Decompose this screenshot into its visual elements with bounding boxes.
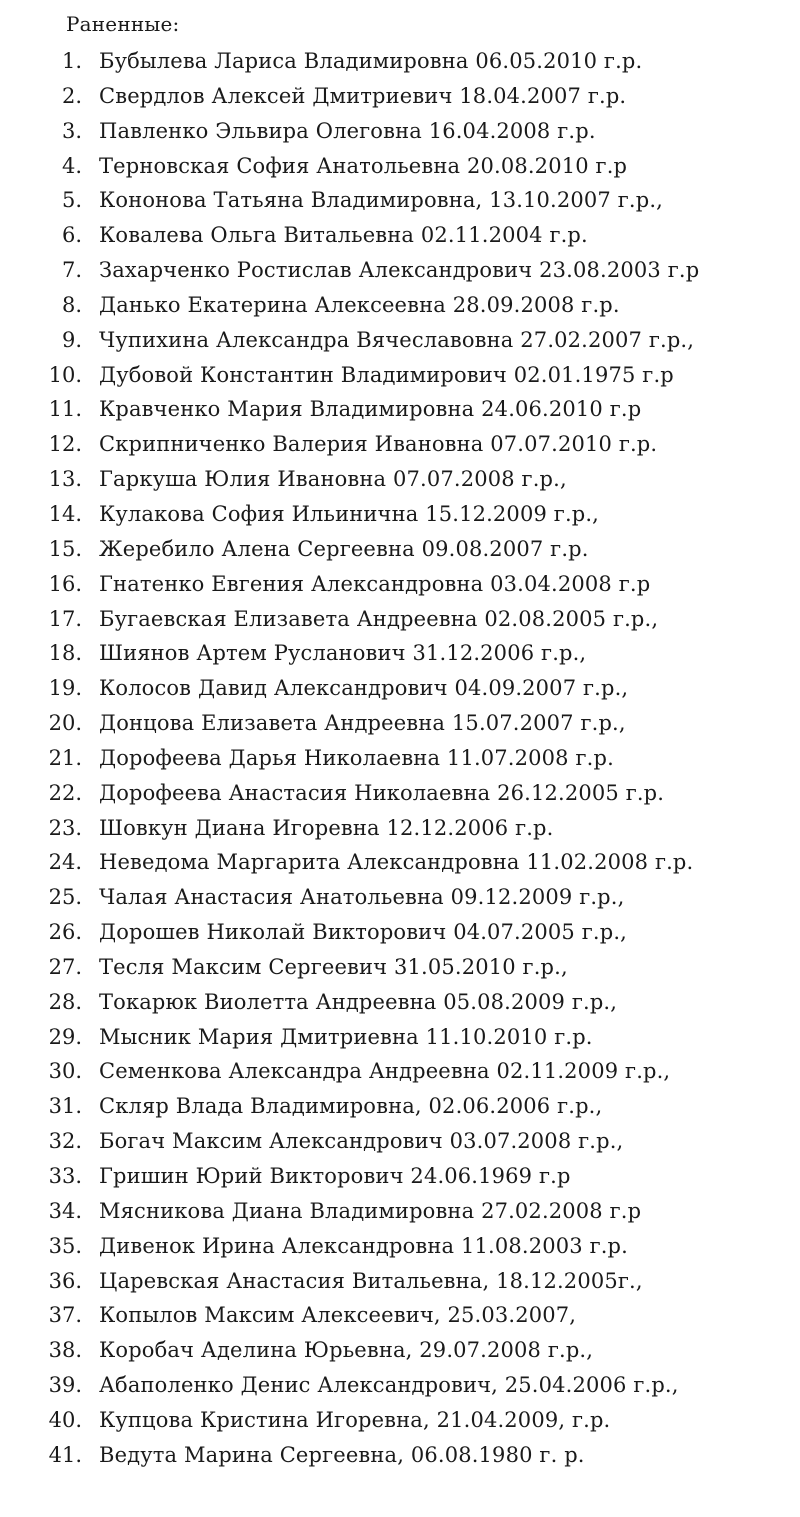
list-heading: Раненные: (66, 12, 180, 36)
list-item-number: 5. (61, 188, 82, 213)
list-item (0, 743, 800, 778)
list-item (0, 534, 800, 569)
list-item-number: 1. (61, 49, 82, 73)
list-item-number: 3. (61, 118, 82, 143)
list-item-number: 26. (48, 920, 82, 945)
list-item (0, 1091, 800, 1126)
list-item (0, 1022, 800, 1057)
list-item (0, 116, 800, 151)
list-item-number: 30. (48, 1059, 82, 1084)
list-item (0, 185, 800, 220)
list-item (0, 1231, 800, 1266)
list-item-number: 4. (61, 153, 82, 178)
list-item (0, 1440, 800, 1475)
list-item (0, 1370, 800, 1405)
list-item-number: 7. (61, 258, 82, 283)
list-item-text: Неведома Маргарита Александровна 11.02.2008 г.р. (99, 850, 694, 875)
list-item-number: 21. (48, 745, 82, 770)
list-item-number: 20. (48, 711, 82, 736)
list-item (0, 673, 800, 708)
list-item-text: Дубовой Константин Владимирович 02.01.1975 г.р (99, 362, 674, 387)
list-item (0, 1335, 800, 1370)
list-item (0, 255, 800, 290)
list-item-text: Кононова Татьяна Владимировна, 13.10.2007 г.р., (99, 188, 663, 213)
list-item-text: Ковалева Ольга Витальевна 02.11.2004 г.р. (99, 223, 588, 248)
list-item (0, 1056, 800, 1091)
list-item-text: Чалая Анастасия Анатольевна 09.12.2009 г.р., (99, 885, 625, 910)
list-item-text: Данько Екатерина Алексеевна 28.09.2008 г.р. (99, 292, 620, 317)
list-item-number: 31. (48, 1094, 82, 1119)
list-item-number: 19. (48, 676, 82, 701)
list-item (0, 1405, 800, 1440)
list-item-number: 23. (48, 815, 82, 840)
list-item (0, 847, 800, 882)
list-item (0, 917, 800, 952)
list-item-number: 18. (48, 641, 82, 666)
list-item (0, 882, 800, 917)
list-item-text: Гаркуша Юлия Ивановна 07.07.2008 г.р., (99, 467, 567, 492)
list-item-text: Бугаевская Елизавета Андреевна 02.08.2005 г.р., (99, 606, 659, 631)
list-item-text: Колосов Давид Александрович 04.09.2007 г.р., (99, 676, 629, 701)
list-item-number: 16. (48, 571, 82, 596)
list-item-text: Бубылева Лариса Владимировна 06.05.2010 г.р. (99, 49, 643, 73)
list-item-text: Ведута Марина Сергеевна, 06.08.1980 г. р. (99, 1442, 585, 1467)
list-item-text: Мысник Мария Дмитриевна 11.10.2010 г.р. (99, 1024, 593, 1049)
list-item-text: Гнатенко Евгения Александровна 03.04.2008 г.р (99, 571, 651, 596)
list-item (0, 987, 800, 1022)
list-item-text: Скрипниченко Валерия Ивановна 07.07.2010 г.р. (99, 432, 658, 457)
list-item (0, 394, 800, 429)
list-item-text: Гришин Юрий Викторович 24.06.1969 г.р (99, 1164, 571, 1188)
list-item (0, 464, 800, 499)
list-item-text: Кулакова София Ильинична 15.12.2009 г.р., (99, 501, 600, 526)
list-item (0, 1266, 800, 1301)
list-item-text: Павленко Эльвира Олеговна 16.04.2008 г.р. (99, 118, 596, 143)
list-item-number: 38. (48, 1338, 82, 1363)
list-item-number: 14. (48, 501, 82, 526)
list-item-number: 36. (48, 1268, 82, 1293)
list-item (0, 1126, 800, 1161)
list-item-text: Терновская София Анатольевна 20.08.2010 г.р (99, 153, 628, 178)
list-item-number: 15. (48, 536, 82, 561)
list-item-text: Жеребило Алена Сергеевна 09.08.2007 г.р. (99, 536, 589, 561)
list-item-number: 10. (48, 362, 82, 387)
list-item-text: Тесля Максим Сергеевич 31.05.2010 г.р., (99, 954, 568, 979)
list-item-number: 22. (48, 780, 82, 805)
list-item-number: 29. (48, 1024, 82, 1049)
list-item-number: 2. (61, 83, 82, 108)
list-item-text: Абаполенко Денис Александрович, 25.04.2006 г.р., (99, 1373, 679, 1398)
list-item (0, 290, 800, 325)
list-item (0, 81, 800, 116)
list-item-text: Чупихина Александра Вячеславовна 27.02.2007 г.р., (99, 327, 695, 352)
list-item (0, 1196, 800, 1231)
list-item (0, 638, 800, 673)
list-item-text: Семенкова Александра Андреевна 02.11.2009 г.р., (99, 1059, 671, 1084)
list-item (0, 1161, 800, 1196)
list-item-text: Купцова Кристина Игоревна, 21.04.2009, г.р. (99, 1407, 611, 1432)
list-item-text: Шиянов Артем Русланович 31.12.2006 г.р., (99, 641, 587, 666)
list-item-number: 24. (48, 850, 82, 875)
list-item-number: 37. (48, 1303, 82, 1328)
list-item-text: Мясникова Диана Владимировна 27.02.2008 г.р (99, 1198, 642, 1223)
wounded-list (0, 46, 800, 1475)
list-item-number: 35. (48, 1233, 82, 1258)
list-item-text: Шовкун Диана Игоревна 12.12.2006 г.р. (99, 815, 554, 840)
list-item (0, 952, 800, 987)
list-item (0, 708, 800, 743)
list-item-text: Коробач Аделина Юрьевна, 29.07.2008 г.р., (99, 1338, 594, 1363)
list-item-text: Свердлов Алексей Дмитриевич 18.04.2007 г.р. (99, 83, 627, 108)
list-item-number: 12. (48, 432, 82, 457)
list-item (0, 569, 800, 604)
list-item-number: 39. (48, 1373, 82, 1398)
list-item-number: 34. (48, 1198, 82, 1223)
list-item-number: 33. (48, 1164, 82, 1188)
list-item-text: Дорошев Николай Викторович 04.07.2005 г.р., (99, 920, 627, 945)
list-item-number: 27. (48, 954, 82, 979)
list-item (0, 220, 800, 255)
list-item-number: 28. (48, 989, 82, 1014)
list-item (0, 429, 800, 464)
list-item-text: Копылов Максим Алексеевич, 25.03.2007, (99, 1303, 577, 1328)
list-item-number: 32. (48, 1129, 82, 1154)
list-item-text: Токарюк Виолетта Андреевна 05.08.2009 г.р., (99, 989, 618, 1014)
list-item-text: Дорофеева Анастасия Николаевна 26.12.2005 г.р. (99, 780, 665, 805)
list-item-number: 9. (61, 327, 82, 352)
list-item (0, 325, 800, 360)
list-item (0, 1300, 800, 1335)
list-item-text: Скляр Влада Владимировна, 02.06.2006 г.р., (99, 1094, 603, 1119)
list-item-text: Кравченко Мария Владимировна 24.06.2010 г.р (99, 397, 642, 422)
list-item-number: 11. (48, 397, 82, 422)
list-item (0, 46, 800, 81)
list-item-text: Богач Максим Александрович 03.07.2008 г.р., (99, 1129, 624, 1154)
list-item-text: Царевская Анастасия Витальевна, 18.12.2005г., (99, 1268, 643, 1293)
list-item-text: Дивенок Ирина Александровна 11.08.2003 г.р. (99, 1233, 628, 1258)
list-item-text: Дорофеева Дарья Николаевна 11.07.2008 г.р. (99, 745, 614, 770)
list-item-number: 41. (48, 1442, 82, 1467)
list-item (0, 499, 800, 534)
list-item (0, 778, 800, 813)
list-item-number: 6. (61, 223, 82, 248)
list-item-number: 25. (48, 885, 82, 910)
list-item (0, 151, 800, 186)
list-item (0, 604, 800, 639)
list-item-text: Захарченко Ростислав Александрович 23.08.2003 г.р (99, 258, 700, 283)
list-item-number: 13. (48, 467, 82, 492)
list-item-text: Донцова Елизавета Андреевна 15.07.2007 г.р., (99, 711, 626, 736)
list-item-number: 8. (61, 292, 82, 317)
list-item-number: 40. (48, 1407, 82, 1432)
list-item (0, 813, 800, 848)
list-item-number: 17. (48, 606, 82, 631)
list-item (0, 360, 800, 395)
